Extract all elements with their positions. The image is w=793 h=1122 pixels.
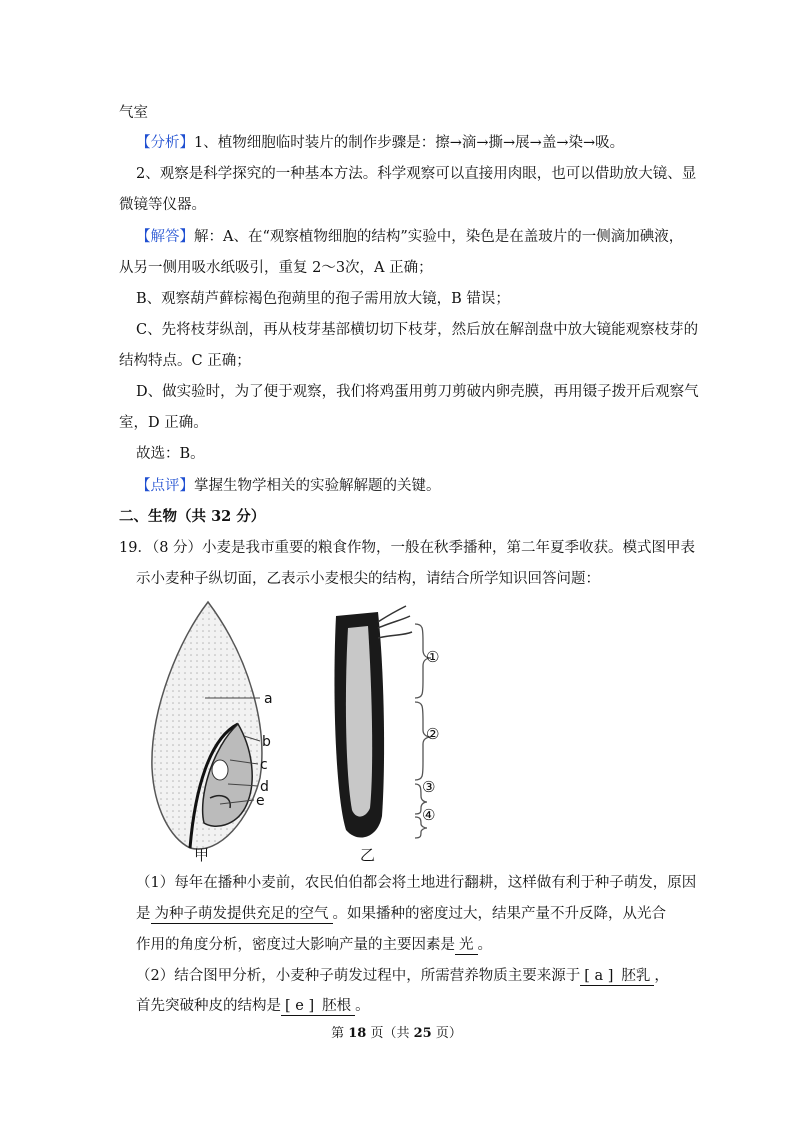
root-label-3: ③ [422,778,436,796]
answer-blank: 光 [455,936,478,955]
text-line: 从另一侧用吸水纸吸引，重复 2～3次，A 正确； [119,260,433,276]
question-19-line: 19．（8 分）小麦是我市重要的粮食作物，一般在秋季播种，第二年夏季收获。模式图甲表 [119,540,696,556]
seed-label-c: c [260,757,268,773]
text-line: 故选：B。 [136,446,205,462]
seed-label-e: e [256,793,265,809]
comment-line: 【点评】掌握生物学相关的实验解解题的关键。 [136,478,441,494]
answer-1-line: （1）每年在播种小麦前，农民伯伯都会将土地进行翻耕，这样做有利于种子萌发，原因 [136,875,697,891]
text-line: D、做实验时，为了便于观察，我们将鸡蛋用剪刀剪破内卵壳膜，再用镊子拨开后观察气 [136,384,699,400]
seed-label-a: a [264,691,273,707]
text-line: 结构特点。C 正确； [119,353,251,369]
root-tip-diagram [334,606,431,838]
question-19-line: 示小麦种子纵切面，乙表示小麦根尖的结构，请结合所学知识回答问题： [136,571,600,587]
text-line: 2、观察是科学探究的一种基本方法。科学观察可以直接用肉眼，也可以借助放大镜、显 [136,166,697,182]
page-footer: 第 18 页（共 25 页） [331,1026,462,1041]
answer-blank: [ e ] [281,997,318,1016]
answer-blank: 胚乳 [617,967,654,986]
seed-label-b: b [262,734,271,750]
wheat-seed-diagram [152,602,262,849]
text-line: 室，D 正确。 [119,415,208,431]
section-title: 二、生物（共 32 分） [119,508,266,525]
root-label-2: ② [426,725,440,743]
root-label-4: ④ [422,806,436,824]
root-label-1: ① [426,648,440,666]
text-line: C、先将枝芽纵剖，再从枝芽基部横切切下枝芽，然后放在解剖盘中放大镜能观察枝芽的 [136,322,699,338]
answer-2-line: （2）结合图甲分析，小麦种子萌发过程中，所需营养物质主要来源于 [ a ] 胚乳 ， [136,968,669,984]
answer-2-line: 首先突破种皮的结构是 [ e ] 胚根 。 [136,998,370,1014]
text-line: 微镜等仪器。 [119,197,206,213]
text-line: 气室 [119,105,148,121]
answer-blank: 为种子萌发提供充足的空气 [151,905,333,924]
answer-line: 【解答】解：A、在“观察植物细胞的结构”实验中，染色是在盖玻片的一侧滴加碘液， [136,229,684,245]
figure-seed-and-root-tip [140,598,460,866]
answer-blank: [ a ] [580,967,617,986]
figure-drawing [140,598,460,866]
answer-blank: 胚根 [318,997,355,1016]
caption-yi: 乙 [360,846,376,864]
comment-tag: 【点评】 [136,478,194,494]
answer-1-line: 作用的角度分析，密度过大影响产量的主要因素是 光 。 [136,937,492,953]
answer-1-line: 是 为种子萌发提供充足的空气 。如果播种的密度过大，结果产量不升反降，从光合 [136,906,666,922]
caption-jia: 甲 [194,846,210,864]
analysis-tag: 【分析】 [136,135,194,151]
answer-tag: 【解答】 [136,229,194,245]
text-line: B、观察葫芦藓棕褐色孢蒴里的孢子需用放大镜，B 错误； [136,291,510,307]
analysis-line: 【分析】1、植物细胞临时装片的制作步骤是：擦→滴→撕→展→盖→染→吸。 [136,135,625,151]
seed-label-d: d [260,779,269,795]
